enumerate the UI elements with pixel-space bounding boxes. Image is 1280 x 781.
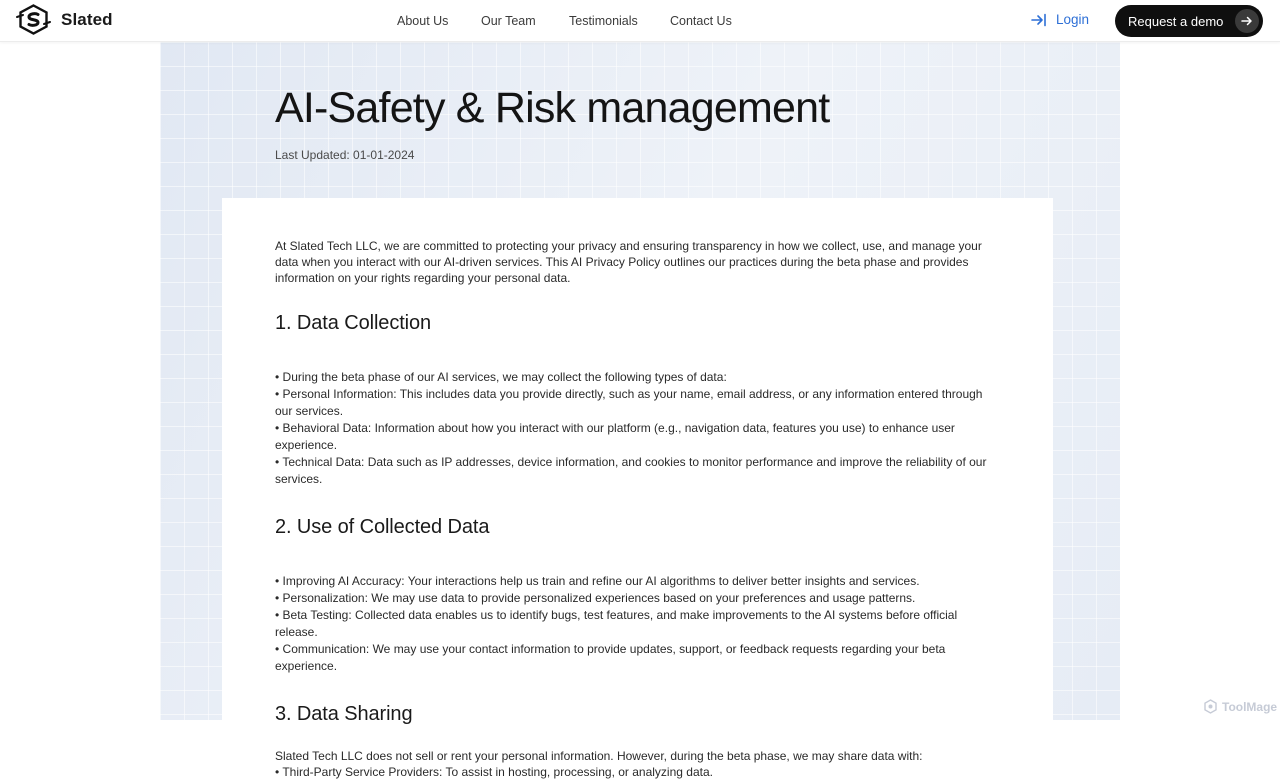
list-item: • During the beta phase of our AI services, we may collect the following types of data: bbox=[275, 370, 727, 384]
list-item: • Third-Party Service Providers: To assist in hosting, processing, or analyzing data. bbox=[275, 765, 713, 779]
watermark bbox=[1203, 699, 1277, 714]
login-link[interactable] bbox=[1031, 12, 1089, 27]
last-updated: Last Updated: 01-01-2024 bbox=[275, 148, 415, 162]
intro-paragraph: At Slated Tech LLC, we are committed to protecting your privacy and ensuring transparency in how we collect, use, and manage your data when you interact with our AI-driven services. This AI Privacy Policy outlines our practices during the beta phase and provides information on your rights regarding your personal data. bbox=[275, 239, 982, 285]
nav-our-team[interactable]: Our Team bbox=[481, 14, 536, 28]
list-item: • Technical Data: Data such as IP addresses, device information, and cookies to monitor performance and improve the reliability of our services. bbox=[275, 455, 987, 486]
list-item: • Personalization: We may use data to provide personalized experiences based on your preferences and usage patterns. bbox=[275, 591, 916, 605]
list-item: • Personal Information: This includes data you provide directly, such as your name, email address, or any information entered through our services. bbox=[275, 387, 983, 418]
slated-logo-icon bbox=[16, 4, 51, 35]
section-3-list bbox=[275, 764, 995, 781]
nav-contact-us[interactable]: Contact Us bbox=[670, 14, 732, 28]
request-demo-button[interactable] bbox=[1115, 5, 1263, 37]
login-label: Login bbox=[1056, 12, 1090, 27]
login-arrow-icon bbox=[1031, 13, 1047, 27]
watermark-label: ToolMage bbox=[1222, 699, 1278, 714]
section-3-intro: Slated Tech LLC does not sell or rent your personal information. However, during the beta phase, we may share data with: bbox=[275, 749, 923, 763]
list-item: • Behavioral Data: Information about how you interact with our platform (e.g., navigation data, features you use) to enhance user experience. bbox=[275, 421, 955, 452]
section-heading: 2. Use of Collected Data bbox=[275, 516, 490, 538]
policy-content bbox=[222, 198, 1053, 779]
arrow-right-icon bbox=[1235, 9, 1259, 33]
section-heading: 3. Data Sharing bbox=[275, 703, 413, 725]
request-demo-label: Request a demo bbox=[1128, 13, 1224, 29]
section-heading: 1. Data Collection bbox=[275, 312, 432, 334]
top-navbar bbox=[0, 0, 1280, 42]
section-1-list bbox=[275, 369, 995, 488]
policy-body bbox=[275, 238, 995, 781]
nav-about-us[interactable]: About Us bbox=[397, 14, 449, 28]
brand[interactable] bbox=[16, 4, 113, 35]
list-item: • Communication: We may use your contact information to provide updates, support, or feedback requests regarding your beta experience. bbox=[275, 642, 946, 673]
list-item: • Beta Testing: Collected data enables us to identify bugs, test features, and make improvements to the AI systems before official release. bbox=[275, 608, 958, 639]
section-2-list bbox=[275, 573, 995, 675]
toolmage-logo-icon bbox=[1203, 699, 1218, 714]
nav-testimonials[interactable]: Testimonials bbox=[569, 14, 638, 28]
page-title: AI-Safety & Risk management bbox=[275, 84, 830, 132]
brand-name: Slated bbox=[61, 9, 113, 29]
list-item: • Improving AI Accuracy: Your interactions help us train and refine our AI algorithms to deliver better insights and services. bbox=[275, 574, 920, 588]
